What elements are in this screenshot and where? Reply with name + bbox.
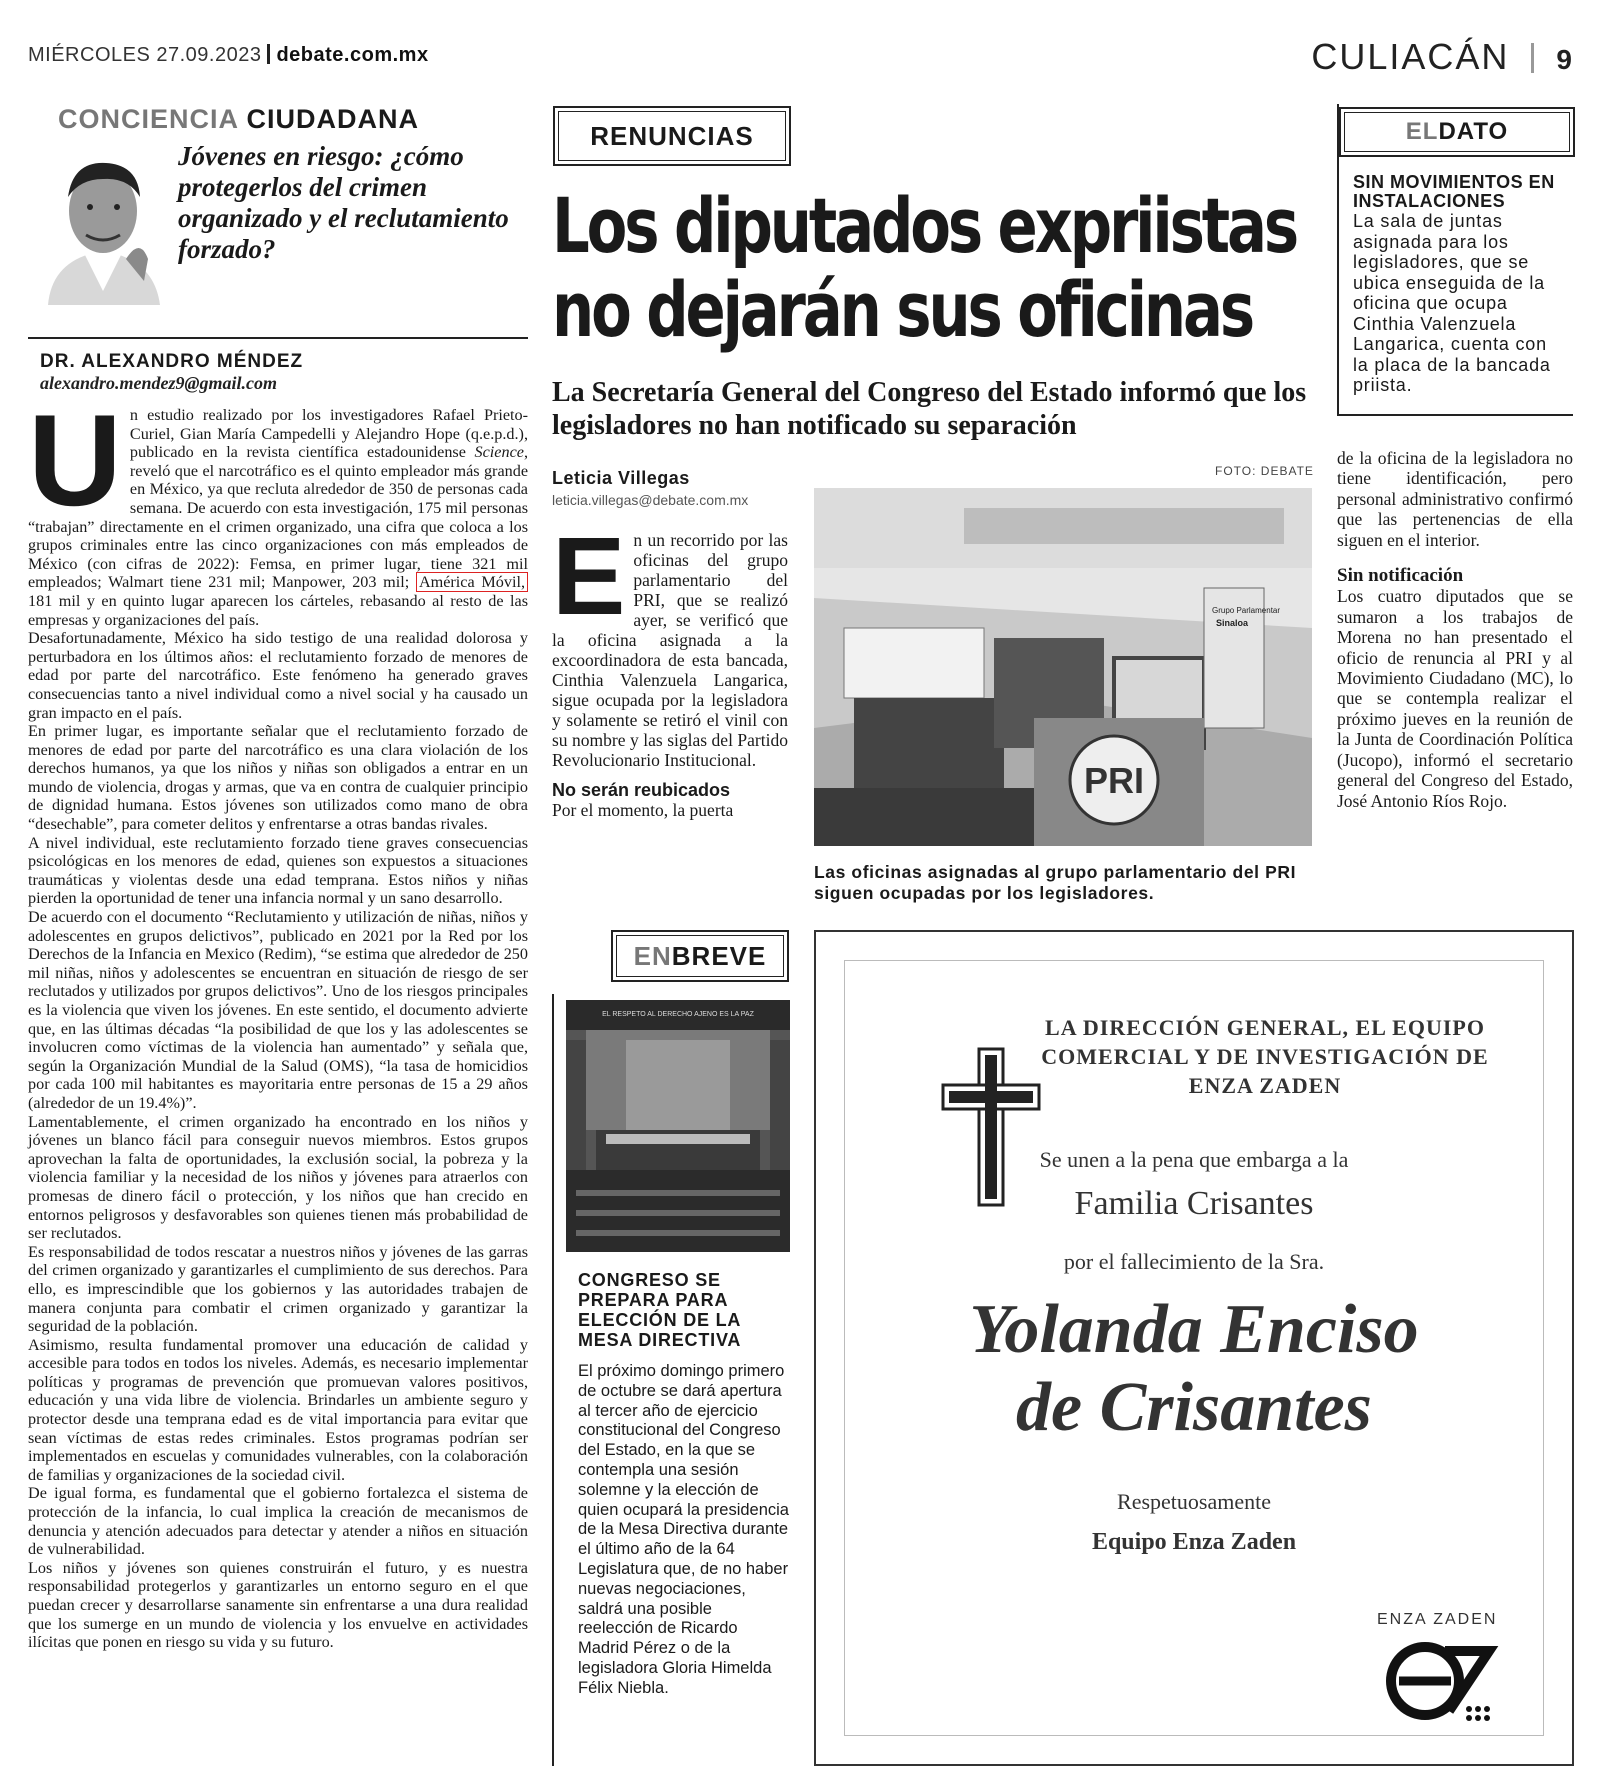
main-story-continuation: [1337, 448, 1573, 811]
story-subheading: Sin notificación: [1337, 565, 1464, 587]
en-breve-column: [552, 994, 790, 1766]
en-breve-label: ENBREVE: [611, 930, 789, 982]
opinion-section-title: CONCIENCIA CIUDADANA: [58, 104, 420, 134]
photo-credit: FOTO: DEBATE: [1215, 464, 1314, 478]
opinion-paragraph: Es responsabilidad de todos rescatar a nuestros niños y jóvenes de las garras del crimen organizado y garantizarles el cumplimiento de sus derechos. Para ello, es imprescindible que los gobiernos y las autoridades trabajen de manera conjunta para combatir el crimen organizado y garantizar la seguridad de la población.: [28, 1242, 528, 1336]
dropcap: E: [552, 515, 626, 638]
main-subhead: La Secretaría General del Congreso del Estado informó que los legisladores no han notificado su separación: [552, 377, 1307, 441]
page-header-left: [28, 44, 429, 67]
photo-sign: Grupo Parlamentar: [1212, 606, 1281, 615]
highlighted-text: América Móvil,: [416, 572, 528, 592]
photo-caption: Las oficinas asignadas al grupo parlamentario del PRI siguen ocupadas por los legisladores.: [814, 862, 1297, 903]
story-paragraph: En un recorrido por las oficinas del grupo parlamentario del PRI, que se realizó ayer, se verificó que la oficina asignada a la excoordinadora de esta bancada, Cinthia Valenzuela Langarica, sigue ocupada por la legisladora y solamente se retiró el vinil con su nombre y las siglas del Partido Revolucionario Institucional.: [552, 515, 788, 770]
photo-banner: EL RESPETO AL DERECHO AJENO ES LA PAZ: [602, 1011, 754, 1018]
opinion-paragraph: De igual forma, es fundamental que el gobierno fortalezca el sistema de protección de la infancia, lo cual implica la creación de mecanismos de denuncia y atención adecuados para detectar y atender a niños en situación de vulnerabilidad.: [28, 1484, 528, 1559]
author-email[interactable]: alexandro.mendez9@gmail.com: [40, 373, 277, 393]
byline-name: Leticia Villegas: [552, 468, 690, 488]
opinion-paragraph: Un estudio realizado por los investigadores Rafael Prieto-Curiel, Gian María Campedelli y Alejandro Hope (q.e.p.d.), publicado en la revista científica estadounidense Science, reveló que el narcotráfico es el quinto empleador más grande en México, ya que recluta alrededor de 350 de personas cada semana. De acuerdo con esta investigación, 175 mil personas “trabajan” directamente en el crimen organizado, una cifra que coloca a los grupos criminales entre las cinco organizaciones con más empleados de México (con cifras de 2022): Femsa, en primer lugar, tiene 321 mil empleados; Walmart tiene 231 mil; Manpower, 203 mil; América Móvil, 181 mil y en quinto lugar aparecen los cárteles, rebasando al resto de las empresas y organizaciones del país.: [28, 387, 528, 629]
ad-family-name: Familia Crisantes: [1074, 1185, 1314, 1222]
story-kicker: RENUNCIAS: [553, 106, 791, 166]
dropcap: U: [28, 387, 122, 533]
el-dato-label: ELDATO: [1339, 107, 1575, 157]
issue-date: MIÉRCOLES 27.09.2023: [28, 44, 262, 66]
el-dato-title: SIN MOVIMIENTOS EN INSTALACIONES: [1353, 172, 1555, 211]
opinion-paragraph: Los niños y jóvenes son quienes construirán el futuro, y es nuestra responsabilidad protegerlos y garantizarles un entorno seguro en el que puedan crecer y desarrollarse sanamente sin enfrentarse a una dura realidad que los sumerge en un mundo de violencia y los envuelve en actividades ilícitas que ponen en riesgo su vida y su futuro.: [28, 1558, 528, 1652]
congress-photo: [566, 1000, 790, 1252]
opinion-column: [28, 104, 528, 1652]
site-link[interactable]: debate.com.mx: [276, 44, 429, 66]
en-breve-title: CONGRESO SE PREPARA PARA ELECCIÓN DE LA MESA DIRECTIVA: [578, 1270, 742, 1350]
main-headline: Los diputados expriistas no dejarán sus oficinas: [552, 181, 1297, 354]
author-portrait: [28, 141, 178, 305]
ad-signature: Equipo Enza Zaden: [1091, 1529, 1297, 1555]
columnist-block: [28, 141, 528, 339]
photo-sign: Sinaloa: [1216, 618, 1249, 628]
el-dato-box: [1337, 104, 1573, 416]
ad-text: por el fallecimiento de la Sra.: [1063, 1249, 1325, 1274]
opinion-headline: Jóvenes en riesgo: ¿cómo protegerlos del crimen organizado y el reclutamiento forzado?: [178, 141, 509, 264]
page-number: 9: [1556, 44, 1572, 75]
story-paragraph: de la oficina de la legisladora no tiene identificación, pero personal administrativo confirmó que las pertenencias de ella siguen en el interior.: [1337, 448, 1573, 550]
office-photo: [814, 488, 1312, 846]
page-header-right: [1311, 36, 1572, 78]
ad-header: LA DIRECCIÓN GENERAL, EL EQUIPO COMERCIAL Y DE INVESTIGACIÓN DE ENZA ZADEN: [1041, 1015, 1489, 1098]
deceased-name: Yolanda Enciso de Crisantes: [969, 1291, 1419, 1446]
opinion-paragraph: A nivel individual, este reclutamiento forzado tiene graves consecuencias psicológicas en los menores de edad, quienes son expuestos a situaciones traumáticas y violentas desde una edad temprana. Estos niños y niñas pierden la oportunidad de tener una infancia normal y un sano desarrollo.: [28, 833, 528, 908]
brand-name: ENZA ZADEN: [1377, 1611, 1498, 1628]
opinion-paragraph: Lamentablemente, el crimen organizado ha encontrado en los niños y jóvenes un blanco fácil para conseguir nuevos miembros. Estos grupos aprovechan la falta de oportunidades, la exclusión social, la pobreza y la violencia familiar y la necesidad de los niños y jóvenes para atraerlos con promesas de dinero fácil o protección, y los niños que han crecido en entornos peligrosos y desfavorables son quienes tienen más probabilidad de ser reclutados.: [28, 1112, 528, 1243]
opinion-paragraph: Desafortunadamente, México ha sido testigo de una realidad dolorosa y perturbadora en los últimos años: el reclutamiento forzado de menores de edad por parte del narcotráfico. Este fenómeno ha generado graves consecuencias tanto a nivel individual como a nivel social y ha causado un gran impacto en el país.: [28, 629, 528, 722]
opinion-body: [28, 387, 528, 1652]
main-story-body: [552, 515, 788, 820]
story-subheading: No serán reubicados: [552, 780, 731, 800]
author-name: DR. ALEXANDRO MÉNDEZ: [40, 351, 304, 372]
header-divider: [1531, 43, 1534, 73]
enza-zaden-logo: [1385, 1641, 1505, 1727]
ad-text: Respetuosamente: [1117, 1489, 1271, 1514]
opinion-paragraph: De acuerdo con el documento “Reclutamiento y utilización de niñas, niños y adolescentes en grupos delictivos”, publicado en 2021 por la Red por los Derechos de la Infancia en Mexico (Redim), “se estima que alrededor de 250 mil niñas, niños y adolescentes se encuentran en situación de riesgo de ser reclutados y utilizados por grupos delictivos”. Uno de los riesgos principales es la violencia que viven los jóvenes. En este sentido, el documento advierte que, en las últimas décadas “la posibilidad de que los y las adolescentes se involucren como víctimas de la violencia han aumentado” y señala que, según la Organización Mundial de la Salud (OMS), “la tasa de homicidios por cada 100 mil habitantes es mayoritaria entre personas de 15 a 29 años (alrededor de un 19.4%)”.: [28, 908, 528, 1112]
en-breve-text: El próximo domingo primero de octubre se dará apertura al tercer año de ejercicio constitucional del Congreso del Estado, en la que se contempla una sesión solemne y la elección de quien ocupará la presidencia de la Mesa Directiva durante el último año de la 64 Legislatura que, de no haber nuevas negociaciones, saldrá una posible reelección de Ricardo Madrid Pérez o de la legisladora Gloria Himelda Félix Niebla.: [578, 1362, 789, 1697]
pri-logo: PRI: [1083, 760, 1145, 801]
story-paragraph: Los cuatro diputados que se sumaron a los trabajos de Morena no han presentado el oficio de renuncia al PRI y al Movimiento Ciudadano (MC), lo que se contempla realizar el próximo jueves en la reunión de la Junta de Coordinación Política (Jucopo), informó el secretario general del Congreso del Estado, José Antonio Ríos Rojo.: [1337, 586, 1573, 811]
city-name: CULIACÁN: [1311, 36, 1510, 77]
opinion-paragraph: En primer lugar, es importante señalar que el reclutamiento forzado de menores de edad por parte del narcotráfico es una clara violación de los derechos humanos, ya que los niños y niñas son obligados a entrar en un mundo de violencia, drogas y armas, que va en contra de cualquier principio de dignidad humana. Estos jóvenes son utilizados como mano de obra “desechable”, para cometer delitos y enfrentarse a otras bandas rivales.: [28, 722, 528, 834]
header-divider: [267, 44, 270, 64]
opinion-paragraph: Asimismo, resulta fundamental promover una educación de calidad y accesible para todos en todos los niveles. Además, es necesario implementar políticas y programas de prevención que promuevan valores positivos, educación y una vida libre de violencia. Brindarles un ambiente seguro y protector desde una temprana edad es de vital importancia para evitar que sean víctimas de estas redes criminales. Estos programas podrían ser implementados en escuelas y comunidades vulnerables, con la colaboración de familias y organizaciones de la sociedad civil.: [28, 1335, 528, 1484]
ad-text: Se unen a la pena que embarga a la: [1039, 1147, 1349, 1172]
el-dato-text: La sala de juntas asignada para los legisladores, que se ubica enseguida de la oficina que ocupa Cinthia Valenzuela Langarica, cuenta con la placa de la bancada priista.: [1353, 211, 1551, 395]
condolence-ad: [814, 930, 1574, 1766]
story-paragraph: Por el momento, la puerta: [552, 800, 734, 820]
byline-email[interactable]: leticia.villegas@debate.com.mx: [552, 492, 749, 508]
